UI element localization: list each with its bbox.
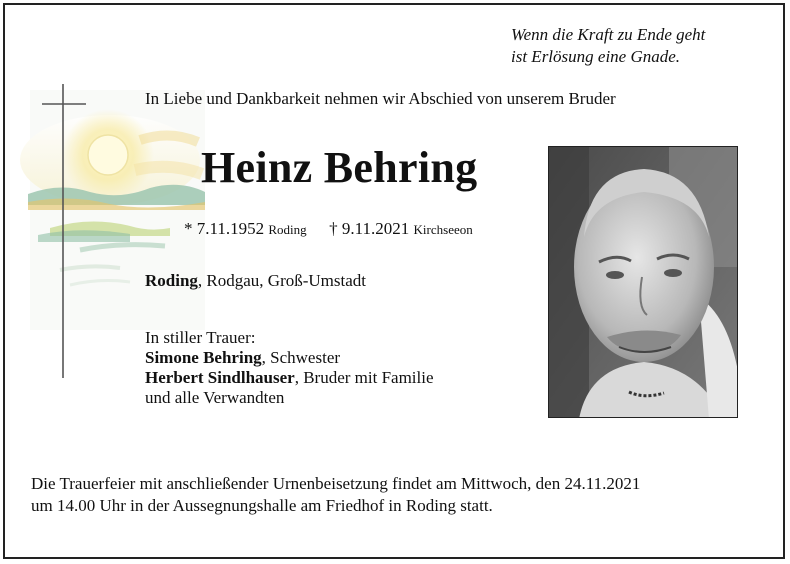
funeral-notice [31,473,640,517]
motto-line-2: ist Erlösung eine Gnade. [511,47,681,66]
life-dates [184,219,473,239]
birth-place: Roding [268,222,307,237]
deceased-name: Heinz Behring [201,143,478,192]
notice-line-1: Die Trauerfeier mit anschließender Urnenbeisetzung findet am Mittwoch, den 24.11.2021 [31,474,641,493]
notice-line-2: um 14.00 Uhr in der Aussegnungshalle am Friedhof in Roding statt. [31,496,493,515]
brother-relation: , Bruder mit Familie [294,368,434,387]
portrait-photo [548,146,738,418]
residence-primary: Roding [145,271,198,290]
sister-name: Simone Behring [145,348,262,367]
birth-mark: * [184,219,193,238]
death-date: 9.11.2021 [341,219,410,238]
brother-name: Herbert Sindlhauser [145,368,295,387]
mourner-brother [145,368,434,388]
mourners-others: und alle Verwandten [145,388,285,407]
death-mark: † [329,219,338,238]
mourners-heading: In stiller Trauer: [145,328,256,347]
motto-line-1: Wenn die Kraft zu Ende geht [511,25,706,44]
death-place: Kirchseeon [413,222,473,237]
residence-others: , Rodgau, Groß-Umstadt [197,271,367,290]
sister-relation: , Schwester [261,348,341,367]
residence-places [145,271,366,291]
mourners-block [145,328,434,408]
birth-date: 7.11.1952 [196,219,265,238]
mourner-sister [145,348,434,368]
motto-quote [511,24,705,68]
intro-text: In Liebe und Dankbarkeit nehmen wir Abschied von unserem Bruder [145,89,616,108]
